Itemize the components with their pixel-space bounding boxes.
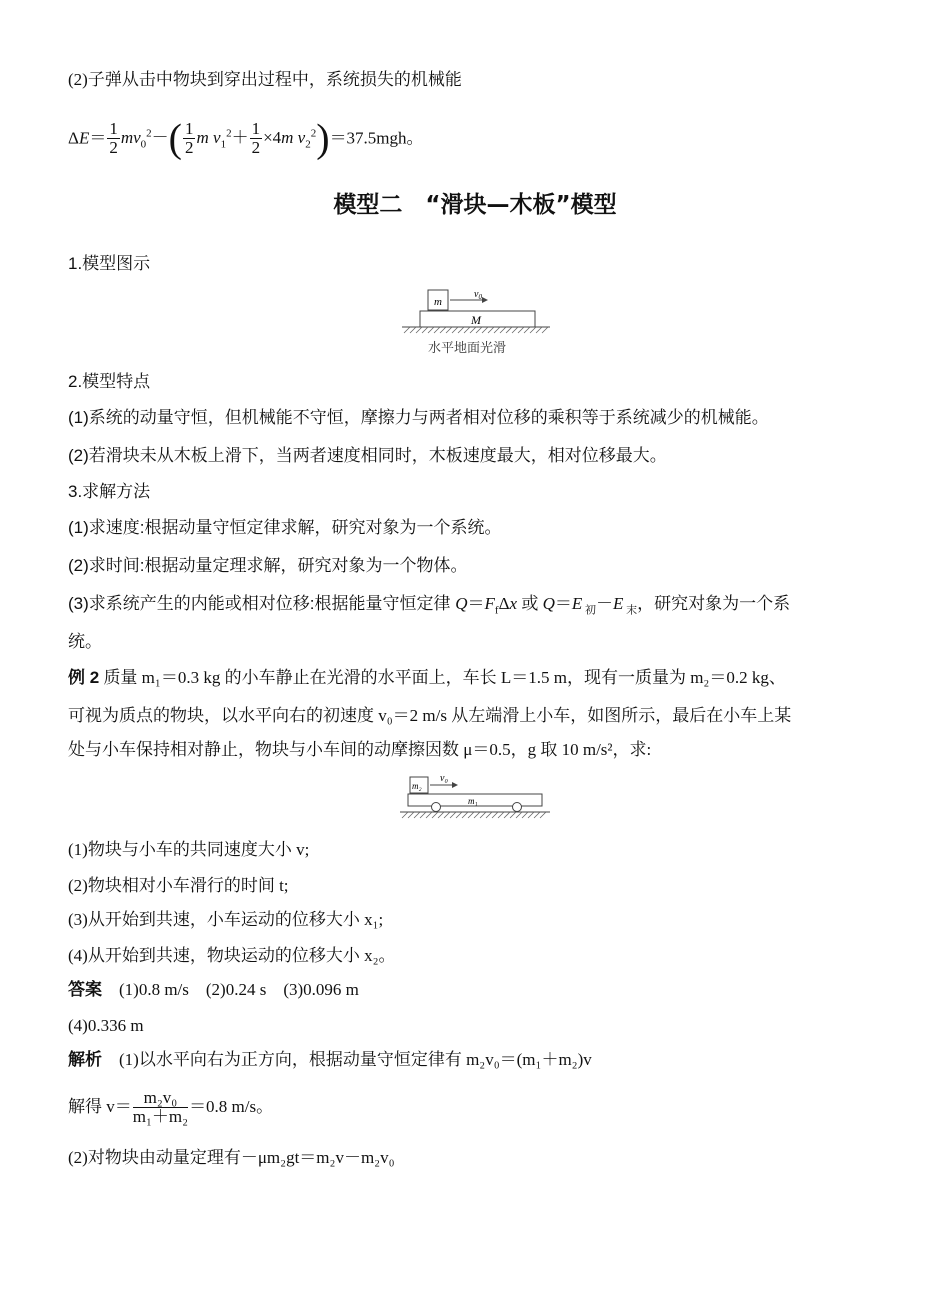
block-m2-label: m₂ bbox=[412, 781, 422, 791]
analysis-line-2: 解得 v＝ $\frac{\text{m₂v₀}}{\text{m₁＋m₂}}$ ＝0.8 m/s。 bbox=[68, 1087, 274, 1126]
cart-wheel-left bbox=[432, 803, 441, 812]
method-3-cont: 统。 bbox=[68, 632, 102, 651]
cart-ground-hatch bbox=[402, 812, 546, 818]
answer-label: 答案 bbox=[68, 980, 102, 999]
svg-text:v0: $v_0$ bbox=[474, 289, 482, 301]
feature-2: (2)若滑块未从木板上滑下，当两者速度相同时，木板速度最大，相对位移最大。 bbox=[68, 446, 667, 465]
example-line-2: 可视为质点的物块，以水平向右的初速度 v₀＝2 m/s 从左端滑上小车，如图所示，最后在小车上某 bbox=[68, 706, 792, 725]
energy-intro: (2)子弹从击中物块到穿出过程中，系统损失的机械能 bbox=[68, 70, 462, 89]
analysis-label: 解析 bbox=[68, 1050, 102, 1069]
question-4: (4)从开始到共速，物块运动的位移大小 x₂。 bbox=[68, 946, 396, 965]
energy-conservation-formula: $Q=F_f\Delta x$ 或 Q＝E $_初$－E $_末$ bbox=[455, 594, 638, 617]
energy-result: ＝37.5mgh。 bbox=[329, 128, 424, 148]
question-1: (1)物块与小车的共同速度大小 v; bbox=[68, 840, 310, 859]
board-M-label: M bbox=[471, 313, 481, 327]
cart-velocity-label: v₀ bbox=[440, 773, 448, 784]
question-3: (3)从开始到共速，小车运动的位移大小 x₁; bbox=[68, 910, 384, 929]
cart-m1-label: m₁ bbox=[468, 796, 478, 806]
example-label: 例 2 bbox=[68, 668, 100, 687]
question-2: (2)物块相对小车滑行的时间 t; bbox=[68, 876, 289, 895]
velocity-label: v bbox=[474, 289, 479, 300]
energy-formula: ΔE＝ $\frac{1}{2}$ $mv_0^2-$( $\frac{1}{2}$ m $v_1^2+$ $\frac{1}{2}$ ×4m $v_2^2)=37.5mgh$。 bbox=[68, 115, 424, 161]
example-line-3: 处与小车保持相对静止，物块与小车间的动摩擦因数 μ＝0.5，g 取 10 m/s²，求: bbox=[68, 740, 652, 759]
method-3: (3)求系统产生的内能或相对位移:根据能量守恒定律 $Q=F_f\Delta x$ 或 Q＝E $_初$－E $_末$，研究对象为一个系 bbox=[68, 594, 791, 617]
cart-diagram bbox=[398, 770, 554, 822]
methods-heading: 3.求解方法 bbox=[68, 482, 151, 501]
block-m-label: m bbox=[434, 296, 442, 308]
feature-1: (1)系统的动量守恒，但机械能不守恒，摩擦力与两者相对位移的乘积等于系统减少的机械能。 bbox=[68, 408, 769, 427]
figure-caption: 水平地面光滑 bbox=[428, 341, 507, 356]
analysis-line-3: (2)对物块由动量定理有－μm₂gt＝m₂v－m₂v₀ bbox=[68, 1148, 395, 1167]
answer-line-2: (4)0.336 m bbox=[68, 1016, 144, 1035]
answer-line-1: 答案 (1)0.8 m/s (2)0.24 s (3)0.096 m bbox=[68, 980, 359, 999]
model-figure-heading: 1.模型图示 bbox=[68, 254, 151, 273]
section-title: 模型二 “滑块—木板”模型 bbox=[333, 192, 617, 218]
analysis-line-1: 解析 (1)以水平向右为正方向，根据动量守恒定律有 m₂v₀＝(m₁＋m₂)v bbox=[68, 1050, 592, 1069]
velocity-fraction: $\frac{\text{m₂v₀}}{\text{m₁＋m₂}}$ bbox=[132, 1087, 189, 1126]
ground-hatch bbox=[404, 327, 548, 333]
model-features-heading: 2.模型特点 bbox=[68, 372, 151, 391]
slider-board-diagram bbox=[398, 286, 554, 360]
example-line-1: 例 2 质量 m₁＝0.3 kg 的小车静止在光滑的水平面上，车长 L＝1.5 m，现有一质量为 m₂＝0.2 kg、 bbox=[68, 668, 786, 687]
method-2: (2)求时间:根据动量定理求解，研究对象为一个物体。 bbox=[68, 556, 468, 575]
cart-wheel-right bbox=[513, 803, 522, 812]
method-1: (1)求速度:根据动量守恒定律求解，研究对象为一个系统。 bbox=[68, 518, 502, 537]
